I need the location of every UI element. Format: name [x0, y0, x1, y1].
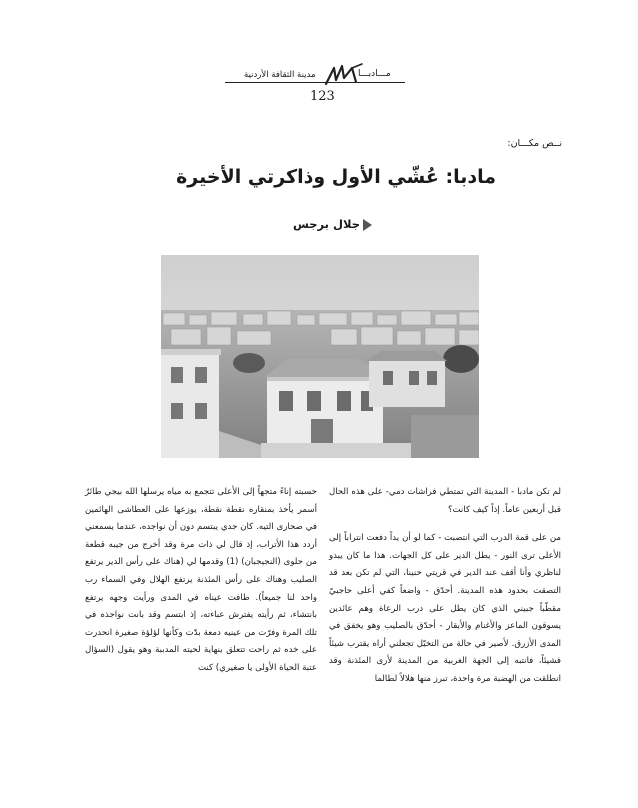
section-label: نــص مكـــان: — [507, 138, 562, 149]
paragraph: حسبته إناءً متجهاً إلى الأعلى تتجمع به مياه يرسلها الله بيجي طائرٌ أسمر يأخذ بمنقاره نقطة نقطة، يوزعها على العطاشى الهائمين في صحارى التيه. كان جدي يبتسم دون أن نواجده، عندما يسمعني أردد هذا الأتراب، إذ قال لي ذات مرة وقد أخرج من جيبه قطعة من حلوى (النجيجبان) (1) وقدمها لي (هناك على رأس الدير يرتفع الصليب وهناك على رأس المئذنة يرتفع الهلال وفي السماء رب واحد لنا جميعاً). طافت عيناه في المدى ورأيت وجهه يرتفع بانتشاء، ثم رأيته يفترش عباءته، إذ ابتسم وقد بانت نواجذه في تلك المرة وفرّت من عينيه دمعة بدّت وكأنها لؤلؤة صغيرة انحدرت على خده ثم راحت تتعلق بنهاية لحيته المدببة وهو يقول (السؤال عتبة الحياة الأولى يا صغيري) كنت — [85, 487, 317, 673]
article-author: جلال برجس — [292, 217, 360, 231]
text-column-right — [329, 484, 561, 689]
paragraph: من على قمة الدرب التي انتصبت - كما لو أن يداً دفعت انتراباً إلى الأعلى ترى النور - يطل الدير على كل الجهات. هذا ما كان يبدو لناظري وأنا أقف عند الدير في قريتي حنينا، التي لم تكن بعد قد التصقت بحدود هذه المدينة. أحدّق - واضعاً كفي أعلى حاجبيّ مقطّباً جبيني الذي كان يطل على درب الرعاة وهم عائدين يسوقون الماعز والأغنام والأبقار - أحدّق بالصليب وهو يخفق في المدى الأزرق. لأصير في حالة من التخيّل تجعلني أراه يقترب شيئاً فشيئاً، فانتبه إلى الجهة الغربية من المدينة لأرى المئذنة وقد انطلقت من الهضبة مرة واحدة، تبرز منها هلالاً لطالما — [329, 533, 561, 684]
author-arrow-icon — [363, 219, 372, 231]
page-number: 123 — [310, 89, 335, 104]
header-city: مـــادبـــا — [358, 69, 391, 79]
journal-title: مدينة الثقافة الأردنية — [244, 70, 316, 80]
header-rule — [225, 82, 405, 83]
text-column-left — [85, 484, 317, 678]
paragraph: لم تكن مادبا - المدينة التي تمتطي فراشات دمي- على هذه الحال قبل أربعين عاماً. إذاً كيف كانت؟ — [329, 487, 561, 515]
town-rooftops-photo — [161, 255, 479, 458]
article-title: مادبا: عُشّي الأول وذاكرتي الأخيرة — [176, 166, 496, 188]
